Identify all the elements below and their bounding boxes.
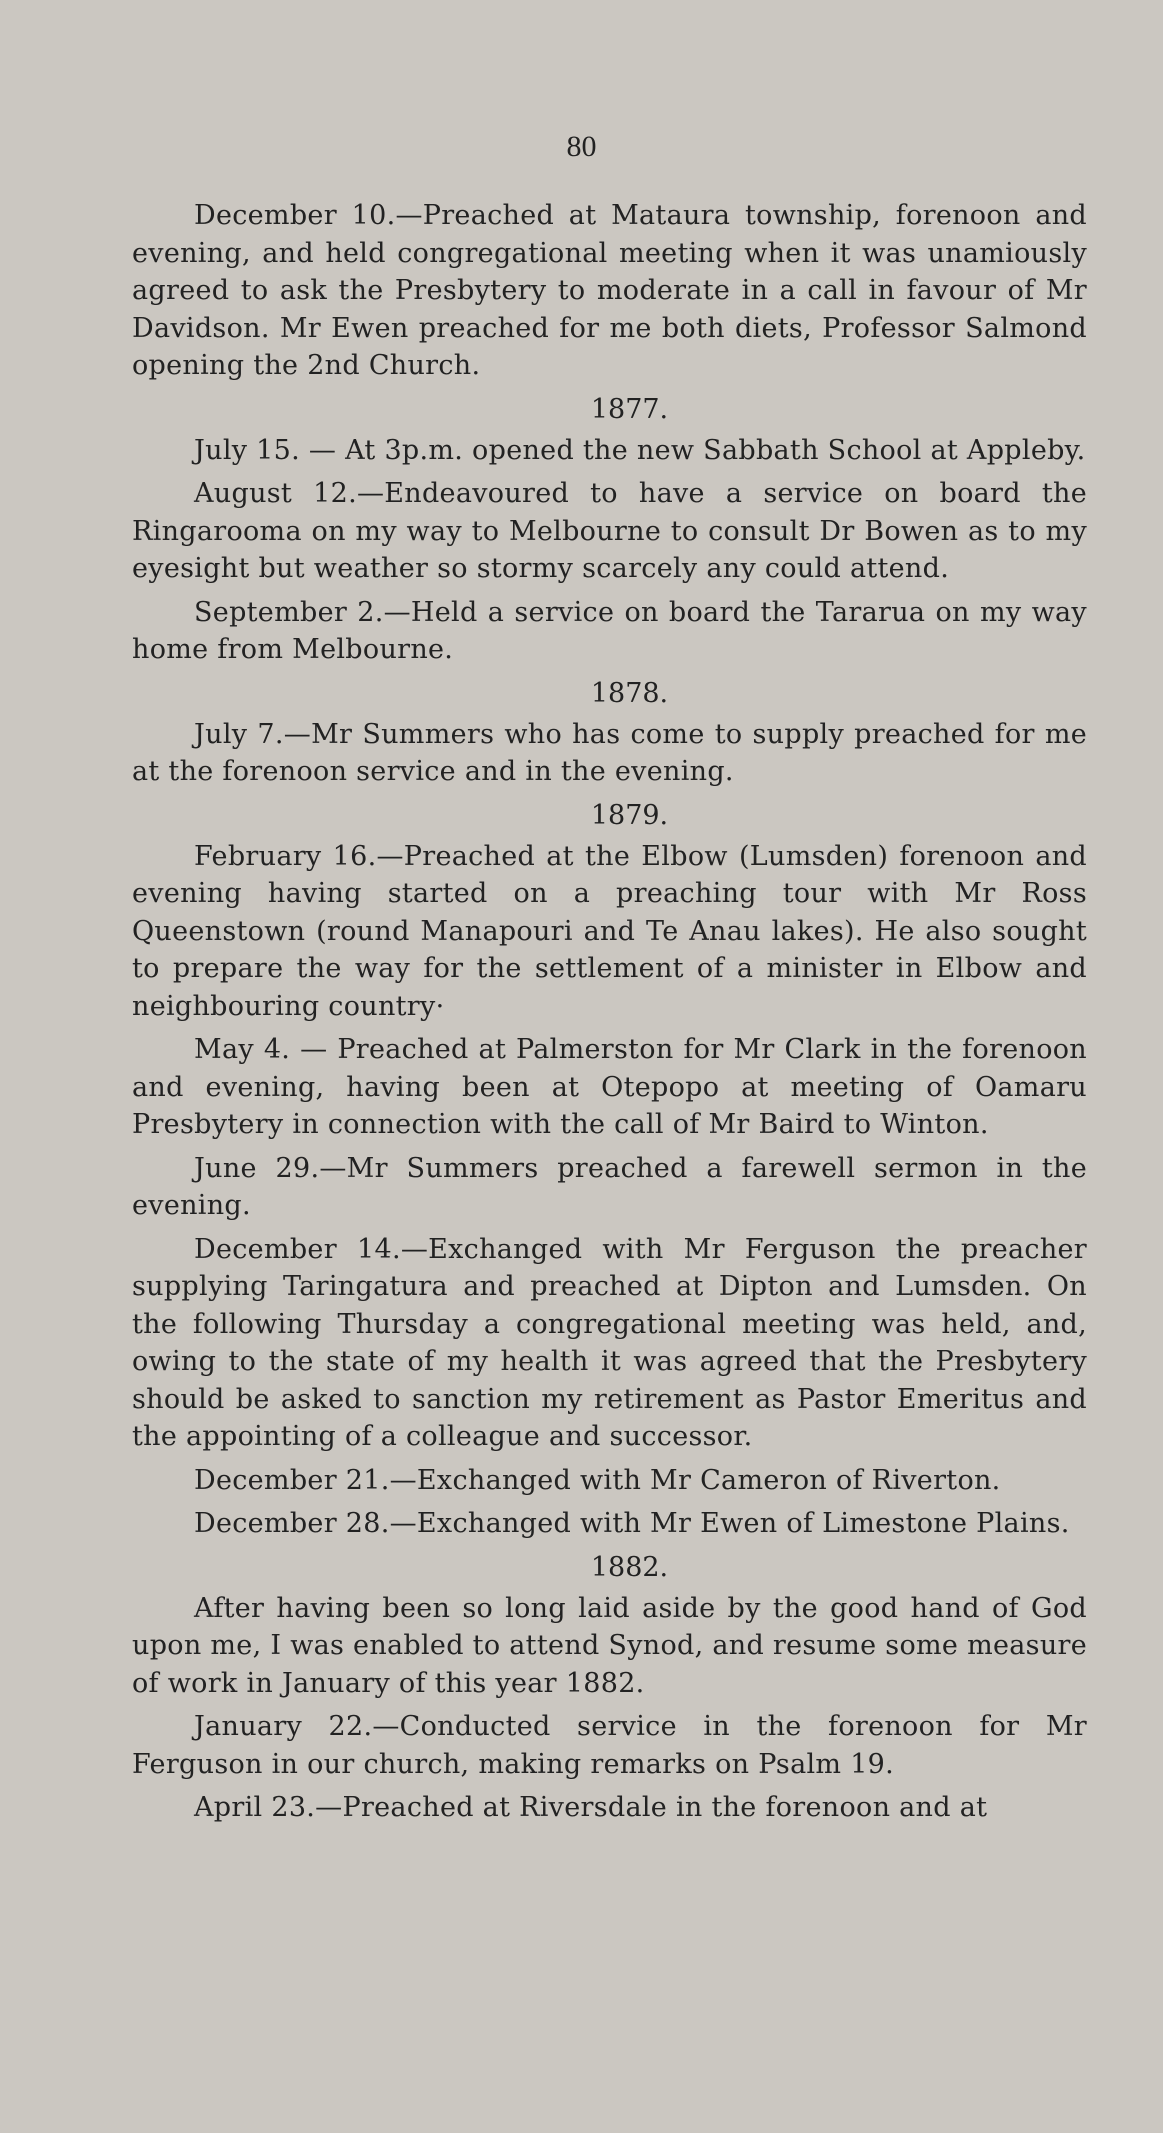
year-heading: 1879.	[590, 799, 669, 831]
page-body	[132, 197, 1087, 1833]
diary-entry: July 7.—Mr Summers who has come to supply preached for me at the forenoon service and in the evening.	[132, 718, 1087, 787]
diary-entry: September 2.—Held a service on board the Tararua on my way home from Melbourne.	[132, 596, 1087, 665]
diary-entry: December 14.—Exchanged with Mr Ferguson the preacher supplying Taringatura and preached at Dipton and Lumsden. On the following Thursday a congregational meeting was held, and, owing to the state of my health it was agreed that the Presbytery should be asked to sanction my retirement as Pastor Emeritus and the appointing of a colleague and successor.	[132, 1233, 1087, 1452]
year-heading: 1882.	[590, 1551, 669, 1583]
year-heading: 1878.	[590, 677, 669, 709]
diary-entry: July 15. — At 3p.m. opened the new Sabbath School at Appleby.	[194, 434, 1086, 466]
diary-entry: April 23.—Preached at Riversdale in the forenoon and at	[194, 1792, 988, 1823]
year-heading: 1877.	[590, 393, 669, 425]
page-number: 80	[566, 130, 597, 163]
diary-entry: January 22.—Conducted service in the forenoon for Mr Ferguson in our church, making remarks on Psalm 19.	[132, 1711, 1087, 1780]
diary-entry: May 4. — Preached at Palmerston for Mr Clark in the forenoon and evening, having been at Otepopo at meeting of Oamaru Presbytery in connection with the call of Mr Baird to Winton.	[132, 1034, 1087, 1140]
diary-entry: December 21.—Exchanged with Mr Cameron of Riverton.	[194, 1464, 1001, 1496]
diary-entry: December 10.—Preached at Mataura township, forenoon and evening, and held congregational meeting when it was unamiously agreed to ask the Presbytery to moderate in a call in favour of Mr Davidson. Mr Ewen preached for me both diets, Professor Salmond opening the 2nd Church.	[132, 200, 1087, 381]
diary-entry: June 29.—Mr Summers preached a farewell sermon in the evening.	[132, 1152, 1087, 1221]
diary-entry: August 12.—Endeavoured to have a service on board the Ringarooma on my way to Melbourne to consult Dr Bowen as to my eyesight but weather so stormy scarcely any could attend.	[132, 478, 1087, 584]
diary-entry: After having been so long laid aside by the good hand of God upon me, I was enabled to attend Synod, and resume some measure of work in January of this year 1882.	[132, 1592, 1087, 1699]
diary-entry: February 16.—Preached at the Elbow (Lumsden) forenoon and evening having started on a preaching tour with Mr Ross Queenstown (round Manapouri and Te Anau lakes). He also sought to prepare the way for the settlement of a minister in Elbow and neighbouring country·	[132, 840, 1087, 1022]
diary-entry: December 28.—Exchanged with Mr Ewen of Limestone Plains.	[194, 1508, 1070, 1539]
